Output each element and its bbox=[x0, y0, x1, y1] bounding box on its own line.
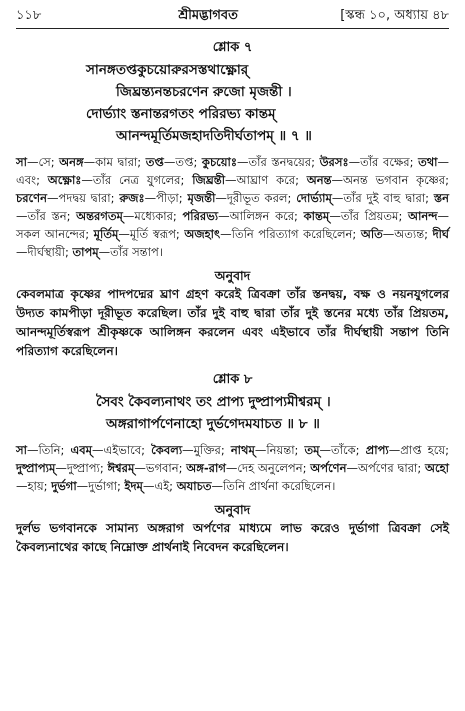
verse-8-text bbox=[16, 391, 449, 435]
ww-term: মূর্তিম্ bbox=[93, 227, 119, 241]
page-number: ১১৮ bbox=[16, 8, 42, 23]
ww-meaning: প্রাপ্ত হয়ে; bbox=[400, 443, 449, 457]
ww-meaning: অত্যন্ত; bbox=[394, 227, 433, 241]
ww-meaning: দুর্ভাগা; bbox=[88, 479, 125, 493]
verse-7-line-2: জিঘ্রন্ত্যনন্তচরণেন রুজো মৃজন্তী । bbox=[116, 84, 292, 100]
translation-8-label: অনুবাদ bbox=[214, 502, 251, 517]
ww-meaning: তাঁকে; bbox=[331, 443, 366, 457]
ww-meaning: তাঁর সন্তাপ। bbox=[110, 245, 163, 259]
ww-meaning: এইভাবে; bbox=[103, 443, 152, 457]
ww-meaning: সে; bbox=[38, 155, 60, 169]
ww-meaning: তিনি পরিত্যাগ করেছিলেন; bbox=[231, 227, 361, 241]
ww-meaning: আলিঙ্গন করে; bbox=[229, 209, 304, 223]
ww-term: তপ্ত bbox=[145, 155, 164, 169]
ww-term: মৃজন্তী bbox=[187, 191, 216, 205]
ww-term: সা bbox=[16, 443, 27, 457]
ww-term: চরণেন bbox=[16, 191, 47, 205]
page-header bbox=[16, 6, 449, 26]
ww-term: তথা bbox=[418, 155, 438, 169]
ww-meaning: তাঁর দুই বাহু দ্বারা; bbox=[343, 191, 434, 205]
ww-meaning: তিনি প্রার্থনা করেছিলেন। bbox=[222, 479, 336, 493]
ww-meaning: পদদ্বয় দ্বারা; bbox=[58, 191, 120, 205]
ww-meaning: অর্পণের দ্বারা; bbox=[358, 461, 426, 475]
ww-term: কান্তম্ bbox=[303, 209, 330, 223]
ww-term: অনন্ত bbox=[306, 173, 332, 187]
ww-meaning: দুষ্প্রাপ্য; bbox=[66, 461, 108, 475]
ww-term: আনন্দ bbox=[408, 209, 438, 223]
ww-term: তাপম্ bbox=[72, 245, 99, 259]
ww-term: প্রাপ্য bbox=[365, 443, 389, 457]
ww-term: অতি bbox=[360, 227, 383, 241]
ww-term: এবম্ bbox=[70, 443, 93, 457]
ww-term: নাথম্ bbox=[230, 443, 255, 457]
word-for-word-7: সা—সে; অনঙ্গ—কাম দ্বারা; তপ্ত—তপ্ত; কুচয়োঃ—তাঁর স্তনদ্বয়ের; উরসঃ—তাঁর বক্ষের; তথা—এবং; অক্ষ্ণোঃ—তাঁর নেত্র যুগলের; জিঘ্রন্তী—আঘ্রাণ করে; অনন্ত—অনন্ত ভগবান কৃষ্ণের; চরণেন—পদদ্বয় দ্বারা; রুজঃ—পীড়া; মৃজন্তী—দূরীভূত করল; দোর্ভ্যাম্—তাঁর দুই বাহু দ্বারা; স্তন—তাঁর স্তন; অন্তরগতম্—মধ্যেকার; পরিরভ্য—আলিঙ্গন করে; কান্তম্—তাঁর প্রিয়তম; আনন্দ—সকল আনন্দের; মূর্তিম্—মূর্তি স্বরূপ; অজহাৎ—তিনি পরিত্যাগ করেছিলেন; অতি—অত্যন্ত; দীর্ঘ—দীর্ঘস্থায়ী; তাপম্—তাঁর সন্তাপ। bbox=[16, 155, 450, 259]
ww-meaning: তাঁর প্রিয়তম; bbox=[340, 209, 408, 223]
translation-8-text: দুর্লভ ভগবানকে সামান্য অঙ্গরাগ অর্পণের মাধ্যমে লাভ করেও দুর্ভাগা ত্রিবক্রা সেই কৈবল্যনাথের কাছে নিম্নোক্ত প্রার্থনাই নিবেদন করেছিলেন। bbox=[16, 521, 449, 554]
ww-meaning: তাঁর নেত্র যুগলের; bbox=[92, 173, 193, 187]
ww-meaning: দীর্ঘস্থায়ী; bbox=[27, 245, 73, 259]
ww-meaning: তাঁর বক্ষের; bbox=[360, 155, 419, 169]
verse-7-label: শ্লোক ৭ bbox=[212, 40, 253, 55]
ww-term: অহো bbox=[425, 461, 449, 475]
verse-8-label: শ্লোক ৮ bbox=[212, 372, 253, 387]
ww-term: অনঙ্গ bbox=[59, 155, 84, 169]
ww-meaning: এই; bbox=[154, 479, 177, 493]
ww-meaning: তিনি; bbox=[38, 443, 71, 457]
ww-meaning: কাম দ্বারা; bbox=[95, 155, 146, 169]
ww-meaning: ভগবান; bbox=[145, 461, 187, 475]
verse-7-line-3: দোর্ভ্যাং স্তনান্তরগতং পরিরভ্য কান্তম্ bbox=[86, 106, 276, 122]
ww-term: জিঘ্রন্তী bbox=[192, 173, 226, 187]
ww-meaning: দেহ অনুলেপন; bbox=[237, 461, 311, 475]
ww-term: তম্ bbox=[304, 443, 320, 457]
ww-meaning: মূর্তি স্বরূপ; bbox=[129, 227, 185, 241]
ww-meaning: সকল আনন্দের; bbox=[16, 227, 94, 241]
ww-term: অর্পণেন bbox=[310, 461, 347, 475]
ww-term: দুর্ভগা bbox=[51, 479, 77, 493]
header-rule bbox=[16, 28, 449, 29]
word-for-word-8: সা—তিনি; এবম্—এইভাবে; কৈবল্য—মুক্তির; নাথম্—নিয়ন্তা; তম্—তাঁকে; প্রাপ্য—প্রাপ্ত হয়ে; দুষ্প্রাপ্যম্—দুষ্প্রাপ্য; ঈশ্বরম্—ভগবান; অঙ্গ-রাগ—দেহ অনুলেপন; অর্পণেন—অর্পণের দ্বারা; অহো—হায়; দুর্ভগা—দুর্ভাগা; ইদম্—এই; অযাচত—তিনি প্রার্থনা করেছিলেন। bbox=[16, 443, 449, 493]
ww-term: ঈশ্বরম্ bbox=[107, 461, 135, 475]
book-title: শ্রীমদ্ভাগবত bbox=[178, 8, 238, 23]
translation-7-text: কেবলমাত্র কৃষ্ণের পাদপদ্মের ঘ্রাণ গ্রহণ করেই ত্রিবক্রা তাঁর স্তনদ্বয়, বক্ষ ও নয়নযুগলের উদ্যত কামপীড়া দূরীভূত করেছিল। তাঁর দুই বাহু দ্বারা তাঁর দুই স্তনের মধ্যে তাঁর প্রিয়তম, আনন্দমূর্তিস্বরূপ শ্রীকৃষ্ণকে আলিঙ্গন করলেন এবং এইভাবে তাঁর দীর্ঘস্থায়ী সন্তাপ তিনি পরিত্যাগ করেছিলেন। bbox=[16, 287, 449, 358]
verse-7-line-1: সানঙ্গতপ্তকুচয়োরুরসস্তথাক্ষ্ণোর্ bbox=[86, 62, 249, 78]
ww-meaning: হায়; bbox=[27, 479, 52, 493]
ww-term: অন্তরগতম্ bbox=[76, 209, 123, 223]
verse-7-text bbox=[16, 59, 449, 147]
ww-term: স্তন bbox=[433, 191, 450, 205]
ww-term: উরসঃ bbox=[319, 155, 349, 169]
ww-meaning: অনন্ত ভগবান কৃষ্ণের; bbox=[343, 173, 449, 187]
ww-term: অঙ্গ-রাগ bbox=[186, 461, 226, 475]
ww-meaning: মুক্তির; bbox=[193, 443, 231, 457]
ww-meaning: পীড়া; bbox=[156, 191, 188, 205]
ww-term: কুচয়োঃ bbox=[201, 155, 238, 169]
ww-term: রুজঃ bbox=[119, 191, 145, 205]
ww-term: দুষ্প্রাপ্যম্ bbox=[16, 461, 56, 475]
chapter-reference: [স্কন্ধ ১০, অধ্যায় ৪৮ bbox=[340, 8, 449, 23]
ww-term: দোর্ভ্যাম্ bbox=[296, 191, 332, 205]
ww-term: দীর্ঘ bbox=[432, 227, 449, 241]
ww-term: অযাচত bbox=[176, 479, 212, 493]
ww-meaning: দূরীভূত করল; bbox=[226, 191, 297, 205]
ww-meaning: তাঁর স্তনদ্বয়ের; bbox=[248, 155, 320, 169]
ww-meaning: এবং; bbox=[16, 173, 48, 187]
verse-8-line-2: অঙ্গরাগার্পণেনাহো দুর্ভগেদমযাচত ॥ ৮ ॥ bbox=[106, 416, 320, 432]
ww-meaning: আঘ্রাণ করে; bbox=[236, 173, 307, 187]
ww-term: অক্ষ্ণোঃ bbox=[47, 173, 82, 187]
ww-term: কৈবল্য bbox=[151, 443, 183, 457]
ww-term: ইদম্ bbox=[124, 479, 143, 493]
verse-7-line-4: আনন্দমূর্তিমজহাদতিদীর্ঘতাপম্ ॥ ৭ ॥ bbox=[116, 128, 312, 144]
ww-meaning: তপ্ত; bbox=[175, 155, 202, 169]
ww-term: সা bbox=[16, 155, 27, 169]
translation-7-label: অনুবাদ bbox=[214, 268, 251, 283]
ww-meaning: তাঁর স্তন; bbox=[27, 209, 77, 223]
verse-8-line-1: সৈবং কৈবল্যনাথং তং প্রাপ্য দুষ্প্রাপ্যমীশ্বরম্ । bbox=[96, 394, 331, 410]
ww-term: অজহাৎ bbox=[184, 227, 221, 241]
ww-meaning: নিয়ন্তা; bbox=[266, 443, 305, 457]
ww-term: পরিরভ্য bbox=[182, 209, 219, 223]
ww-meaning: মধ্যেকার; bbox=[134, 209, 183, 223]
